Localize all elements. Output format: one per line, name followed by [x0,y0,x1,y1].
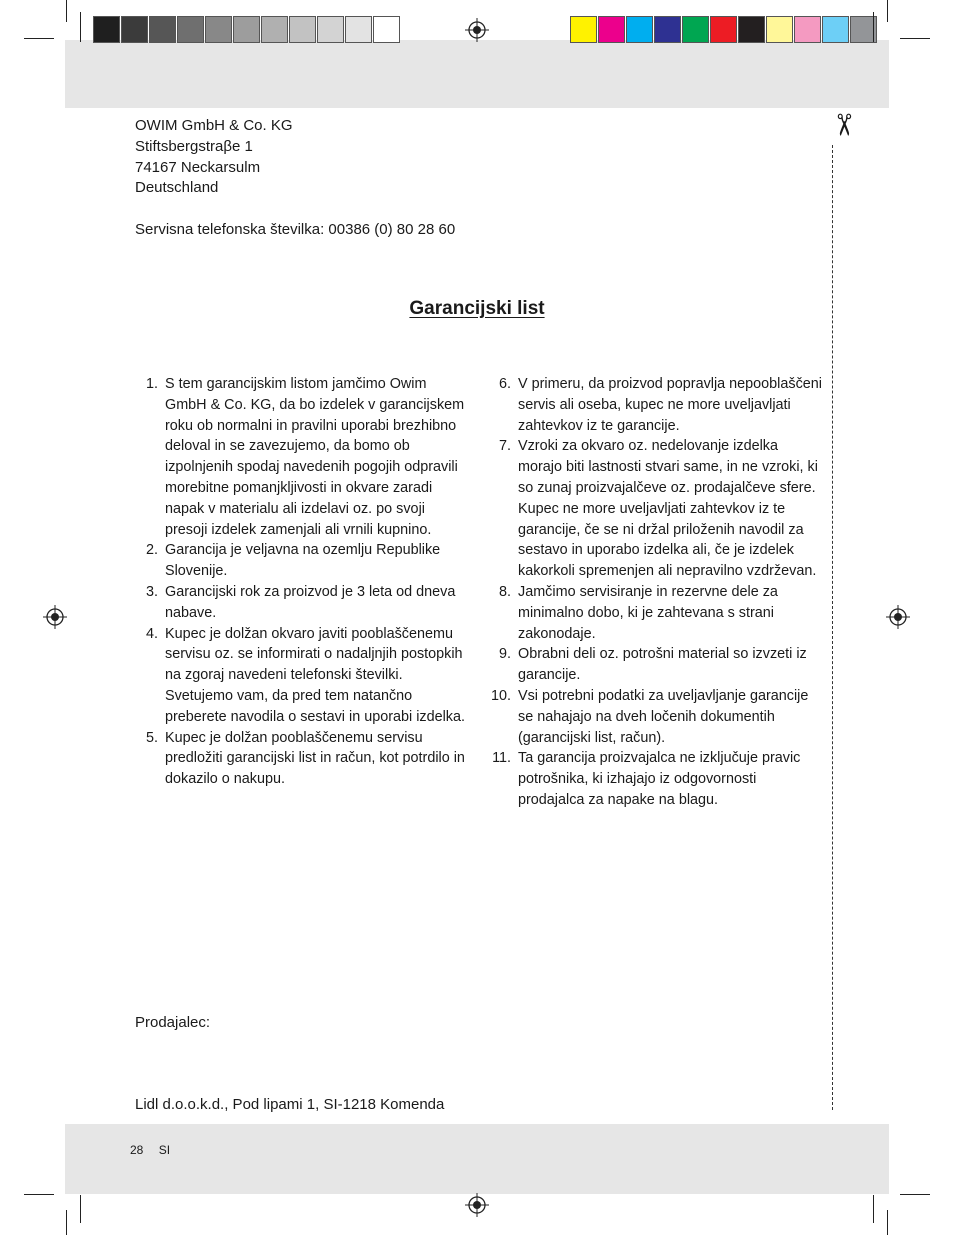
crop-mark [66,1210,67,1235]
terms-list-item [488,748,823,810]
item-text: Vzroki za okvaro oz. nedelovanje izdelka morajo biti lastnosti stvari same, in ne vzroki, ki so zunaj proizvajalčeve oz. prodajalčeve sfere. Kupec ne more uveljavljati zahtevkov iz te garancije, če se ni držal priloženih navodil za sestavo in uporabo izdelka ali, če je izdelek kakorkoli spremenjen ali nepravilno vzdrževan. [518,438,818,580]
crop-mark [80,12,81,42]
item-text: Garancijski rok za proizvod je 3 leta od dneva nabave. [165,583,456,621]
color-swatch [626,16,653,43]
terms-list-item [488,436,823,582]
crop-mark [887,1210,888,1235]
page-number: 28 [130,1143,144,1157]
color-swatch [177,16,204,43]
crop-mark [900,38,930,39]
terms-list-item [135,582,470,624]
terms-column-left [135,374,470,790]
item-number: 5. [145,729,158,746]
color-swatch [317,16,344,43]
registration-mark-icon [465,18,489,42]
crop-mark [887,0,888,22]
color-swatch [233,16,260,43]
terms-list-item [135,728,470,790]
crop-mark [873,12,874,42]
terms-list-item [135,374,470,540]
language-code: SI [158,1143,171,1157]
item-number: 7. [498,438,511,455]
address-line: Deutschland [135,179,219,197]
color-swatch [710,16,737,43]
color-swatch [570,16,597,43]
item-text: Vsi potrebni podatki za uveljavljanje garancije se nahajajo na dveh ločenih dokumentih (garancijski list, račun). [518,687,809,746]
item-text: Kupec je dolžan okvaro javiti pooblaščenemu servisu oz. se informirati o nadaljnjih postopkih na zgoraj navedeni telefonski številki. Svetujemo vam, da pred tem natančno preberete navodila o sestavi in uporabi izdelka. [165,625,465,725]
item-number: 6. [498,376,511,392]
terms-list-item [135,624,470,728]
seller-label: Prodajalec: [135,1014,211,1031]
color-swatch [682,16,709,43]
item-number: 11. [492,750,511,767]
grayscale-calibration-bar [93,16,401,43]
cut-line [832,145,833,1110]
item-text: Kupec je dolžan pooblaščenemu servisu predložiti garancijski list in račun, kot potrdilo in dokazilo o nakupu. [165,729,465,788]
crop-mark [24,38,54,39]
item-number: 10. [490,687,511,704]
footer-band [65,1124,889,1194]
crop-mark [873,1195,874,1223]
color-swatch [794,16,821,43]
page-footer [130,1143,182,1157]
item-text: Ta garancija proizvajalca ne izključuje pravic potrošnika, ki izhajajo iz odgovornosti prodajalca za napake na blagu. [518,750,801,808]
address-line: Stiftsbergstraβe 1 [135,137,253,155]
item-text: S tem garancijskim listom jamčimo Owim GmbH & Co. KG, da bo izdelek v garancijskem roku ob normalni in pravilni uporabi brezhibno deloval in se zavezujemo, da bomo ob izpolnjenih spodaj navedenih pogojih odpravili morebitne pomanjkljivosti in okvare zaradi napak v materialu ali izdelavi oz. po svoji presoji izdelek zamenjali ali vrnili kupnino. [165,376,465,538]
color-swatch [766,16,793,43]
crop-mark [66,0,67,22]
address-line: OWIM GmbH & Co. KG [135,117,293,134]
page-title: Garancijski list [409,298,545,319]
terms-list-item [488,644,823,686]
terms-list-item [488,686,823,748]
color-swatch [149,16,176,43]
color-swatch [289,16,316,43]
item-number: 1. [145,376,158,392]
item-text: Garancija je veljavna na ozemlju Republike Slovenije. [165,542,441,580]
item-number: 2. [145,542,158,559]
color-swatch [654,16,681,43]
item-text: Obrabni deli oz. potrošni material so izvzeti iz garancije. [518,646,807,684]
terms-list-item [488,582,823,644]
color-swatch [822,16,849,43]
crop-mark [900,1194,930,1195]
color-swatch [121,16,148,43]
service-phone: Servisna telefonska številka: 00386 (0) 80 28 60 [135,221,456,238]
color-swatch [345,16,372,43]
registration-mark-icon [43,605,67,629]
header-band [65,40,889,108]
color-swatch [598,16,625,43]
color-swatch [738,16,765,43]
scissors-icon: ✂ [826,112,860,138]
item-text: Jamčimo servisiranje in rezervne dele za minimalno dobo, ki je zahtevana s strani zakonodaje. [518,583,778,642]
color-calibration-bar [570,16,878,43]
crop-mark [24,1194,54,1195]
item-number: 8. [498,583,511,600]
color-swatch [373,16,400,43]
registration-mark-icon [886,605,910,629]
color-swatch [205,16,232,43]
item-number: 4. [145,625,158,642]
terms-list-item [135,540,470,582]
item-number: 3. [145,583,158,600]
address-line: 74167 Neckarsulm [135,158,261,176]
terms-list-item [488,374,823,436]
manufacturer-address [135,116,293,199]
color-swatch [261,16,288,43]
registration-mark-icon [465,1193,489,1217]
item-text: V primeru, da proizvod popravlja nepooblaščeni servis ali oseba, kupec ne more uveljavljati zahtevkov iz te garancije. [518,376,822,434]
color-swatch [93,16,120,43]
seller-address: Lidl d.o.o.k.d., Pod lipami 1, SI-1218 Komenda [135,1096,445,1113]
terms-column-right [488,374,823,811]
item-number: 9. [498,646,511,663]
crop-mark [80,1195,81,1223]
